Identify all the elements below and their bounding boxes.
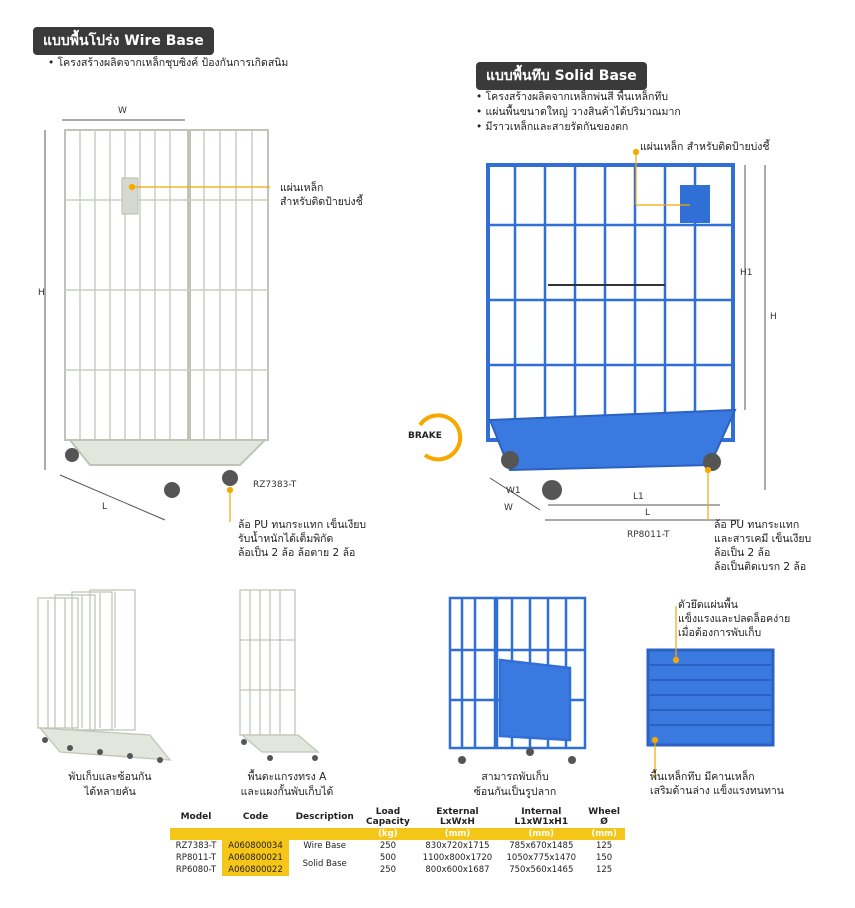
table-header-cell: Description (295, 812, 354, 822)
wire-plate-line: สำหรับติดป้ายบ่งชี้ (280, 196, 363, 208)
solid-wheel-label (714, 518, 811, 574)
table-header-cell: External LxWxH (436, 807, 479, 827)
caption-line: ซ้อนกันเป็นรูปลาก (473, 786, 557, 798)
solid-dim-l1: L1 (633, 492, 644, 502)
table-cell-code: A060800022 (222, 864, 289, 876)
table-cell-description: Wire Base (303, 841, 346, 851)
table-cell-load: 250 (379, 841, 397, 851)
caption-line: และแผงกั้นพับเก็บได้ (240, 786, 334, 798)
wire-wheel-label (238, 518, 366, 560)
wire-dim-w: W (118, 106, 127, 116)
wire-plate-line: แผ่นเหล็ก (280, 182, 324, 194)
wire-dim-h: H (38, 288, 45, 298)
caption-solid-floor (650, 770, 784, 798)
table-cell-code: A060800021 (222, 852, 289, 864)
caption-line: พื้นเหล็กทึบ มีคานเหล็ก (650, 771, 755, 783)
solid-dim-h: H (770, 312, 777, 322)
wire-wheel-line: รับน้ำหนักได้เต็มพิกัด (238, 533, 334, 545)
blue-cart-illustration (488, 165, 735, 500)
caption-line: พับเก็บและซ้อนกัน (68, 771, 152, 783)
table-cell-external: 1100x800x1720 (422, 853, 493, 863)
table-header-cell: Internal L1xW1xH1 (514, 807, 569, 827)
nested-carts-illustration (38, 590, 170, 760)
caption-line: ตัวยึดแผ่นพื้น (678, 599, 738, 611)
wire-plate-label (280, 181, 363, 209)
solid-wheel-line: ล้อ PU ทนกระแทก (714, 519, 800, 531)
table-cell-model: RP6080-T (175, 865, 217, 875)
caption-hinge (678, 598, 790, 640)
solid-base-bullet: • แผ่นพื้นขนาดใหญ่ วางสินค้าได้ปริมาณมาก (476, 105, 681, 120)
table-cell-external: 830x720x1715 (425, 841, 490, 851)
wire-dim-l: L (102, 502, 108, 512)
spec-table-units (170, 828, 625, 840)
solid-wheel-line: ล้อเป็นติดเบรก 2 ล้อ (714, 561, 807, 573)
table-cell-model: RP8011-T (175, 853, 217, 863)
caption-folded-blue (450, 770, 580, 800)
solid-dim-h1: H1 (740, 268, 753, 278)
caption-line: พื้นตะแกรงทรง A (247, 771, 327, 783)
table-header-cell: Wheel Ø (588, 807, 620, 827)
table-unit-cell (170, 828, 222, 840)
table-cell-load: 250 (379, 865, 397, 875)
a-frame-cart-illustration (240, 590, 318, 752)
solid-wheel-line: และสารเคมี เข็นเงียบ (714, 533, 812, 545)
table-cell-wheel: 125 (595, 865, 613, 875)
folded-blue-cart-illustration (450, 598, 585, 748)
wire-model-label: RZ7383-T (253, 480, 297, 490)
caption-nested (40, 770, 180, 800)
caption-line: สามารถพับเก็บ (481, 771, 549, 783)
table-unit-cell: (mm) (416, 828, 500, 840)
table-cell-internal: 750x560x1465 (509, 865, 574, 875)
table-header-cell: Load Capacity (366, 807, 410, 827)
table-unit-cell: (kg) (360, 828, 415, 840)
table-unit-cell (222, 828, 289, 840)
solid-dim-w: W (504, 503, 513, 513)
brake-icon: BRAKE (408, 431, 442, 441)
wire-base-title: แบบพื้นโปร่ง Wire Base (33, 27, 214, 55)
solid-dim-l: L (645, 508, 651, 518)
solid-base-title: แบบพื้นทึบ Solid Base (476, 62, 647, 90)
table-cell-internal: 1050x775x1470 (506, 853, 577, 863)
solid-dim-w1: W1 (506, 486, 521, 496)
solid-base-bullet: • มีราวเหล็กและสายรัดกันของตก (476, 120, 681, 135)
table-row (170, 864, 625, 876)
table-cell-wheel: 125 (595, 841, 613, 851)
table-cell-description: Solid Base (302, 859, 347, 869)
spec-table-header (170, 806, 625, 828)
table-unit-cell: (mm) (583, 828, 625, 840)
table-unit-cell: (mm) (499, 828, 583, 840)
table-cell-code: A060800034 (222, 840, 289, 852)
table-row (170, 852, 625, 864)
solid-model-label: RP8011-T (627, 530, 670, 540)
spec-table (170, 806, 625, 876)
table-cell-load: 500 (379, 853, 397, 863)
wire-cart-illustration (65, 130, 268, 465)
caption-a-frame (222, 770, 352, 800)
wire-base-bullet: • โครงสร้างผลิตจากเหล็กชุบซิงค์ ป้องกันการเกิดสนิม (48, 56, 288, 71)
wire-wheel-line: ล้อเป็น 2 ล้อ ล้อตาย 2 ล้อ (238, 547, 356, 559)
caption-line: ได้หลายคัน (84, 786, 136, 798)
table-header-cell: Code (242, 812, 269, 822)
caption-line: เมื่อต้องการพับเก็บ (678, 627, 762, 639)
solid-base-bullet: • โครงสร้างผลิตจากเหล็กพ่นสี พื้นเหล็กทึบ (476, 90, 681, 105)
solid-floor-illustration (648, 650, 773, 745)
caption-line: แข็งแรงและปลดล็อคง่าย (678, 613, 791, 625)
table-unit-cell (289, 828, 360, 840)
table-cell-wheel: 150 (595, 853, 613, 863)
table-row (170, 840, 625, 852)
solid-plate-label: แผ่นเหล็ก สำหรับติดป้ายบ่งชี้ (640, 141, 770, 153)
table-cell-model: RZ7383-T (175, 841, 217, 851)
table-cell-internal: 785x670x1485 (509, 841, 574, 851)
caption-line: เสริมด้านล่าง แข็งแรงทนทาน (650, 785, 784, 797)
table-header-cell: Model (180, 812, 212, 822)
table-cell-external: 800x600x1687 (425, 865, 490, 875)
solid-wheel-line: ล้อเป็น 2 ล้อ (714, 547, 771, 559)
wire-wheel-line: ล้อ PU ทนกระแทก เข็นเงียบ (238, 519, 367, 531)
